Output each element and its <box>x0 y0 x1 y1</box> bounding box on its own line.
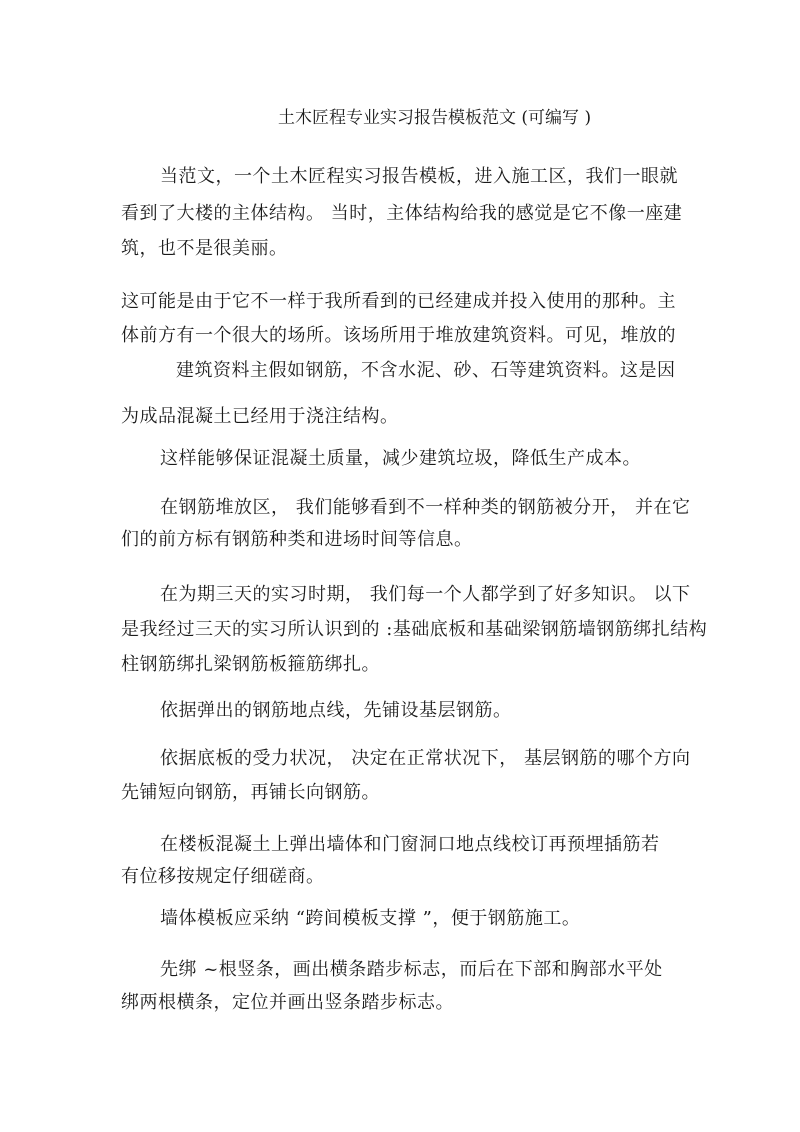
text-line: 当范文，一个土木匠程实习报告模板，进入施工区，我们一眼就 <box>160 166 678 187</box>
text-line: 为成品混凝土已经用于浇注结构。 <box>121 406 399 427</box>
text-line: 柱钢筋绑扎梁钢筋板箍筋绑扎。 <box>121 654 380 675</box>
document-title: 土木匠程专业实习报告模板范文 (可编写 ) <box>278 108 592 128</box>
text-line: 在为期三天的实习时期， 我们每一个人都学到了好多知识。 以下 <box>160 584 691 605</box>
text-line: 建筑资料主假如钢筋，不含水泥、砂、石等建筑资料。这是因 <box>176 360 676 381</box>
text-line: 在钢筋堆放区， 我们能够看到不一样种类的钢筋被分开， 并在它 <box>160 497 691 518</box>
text-line: 这样能够保证混凝土质量，减少建筑垃圾，降低生产成本。 <box>160 448 641 469</box>
text-line: 绑两根横条，定位并画出竖条踏步标志。 <box>121 992 454 1013</box>
text-line: 看到了大楼的主体结构。 当时，主体结构给我的感觉是它不像一座建 <box>121 203 683 224</box>
text-line: 这可能是由于它不一样于我所看到的已经建成并投入使用的那种。主 <box>121 291 676 312</box>
text-line: 在楼板混凝土上弹出墙体和门窗洞口地点线校订再预埋插筋若 <box>160 834 660 855</box>
text-line: 先绑 ~根竖条，画出横条踏步标志，而后在下部和胸部水平处 <box>160 959 663 980</box>
text-line: 先铺短向钢筋，再铺长向钢筋。 <box>121 782 380 803</box>
text-line: 筑，也不是很美丽。 <box>121 238 288 259</box>
text-line: 墙体模板应采纳 “跨间模板支撑 ”，便于钢筋施工。 <box>160 908 581 929</box>
text-line: 们的前方标有钢筋种类和进场时间等信息。 <box>121 529 473 550</box>
text-line: 依据底板的受力状况， 决定在正常状况下， 基层钢筋的哪个方向 <box>160 748 691 769</box>
text-line: 是我经过三天的实习所认识到的 :基础底板和基础梁钢筋墙钢筋绑扎结构 <box>121 619 708 640</box>
text-line: 体前方有一个很大的场所。该场所用于堆放建筑资料。可见，堆放的 <box>121 325 676 346</box>
text-line: 依据弹出的钢筋地点线，先铺设基层钢筋。 <box>160 700 512 721</box>
text-line: 有位移按规定仔细磋商。 <box>121 866 325 887</box>
